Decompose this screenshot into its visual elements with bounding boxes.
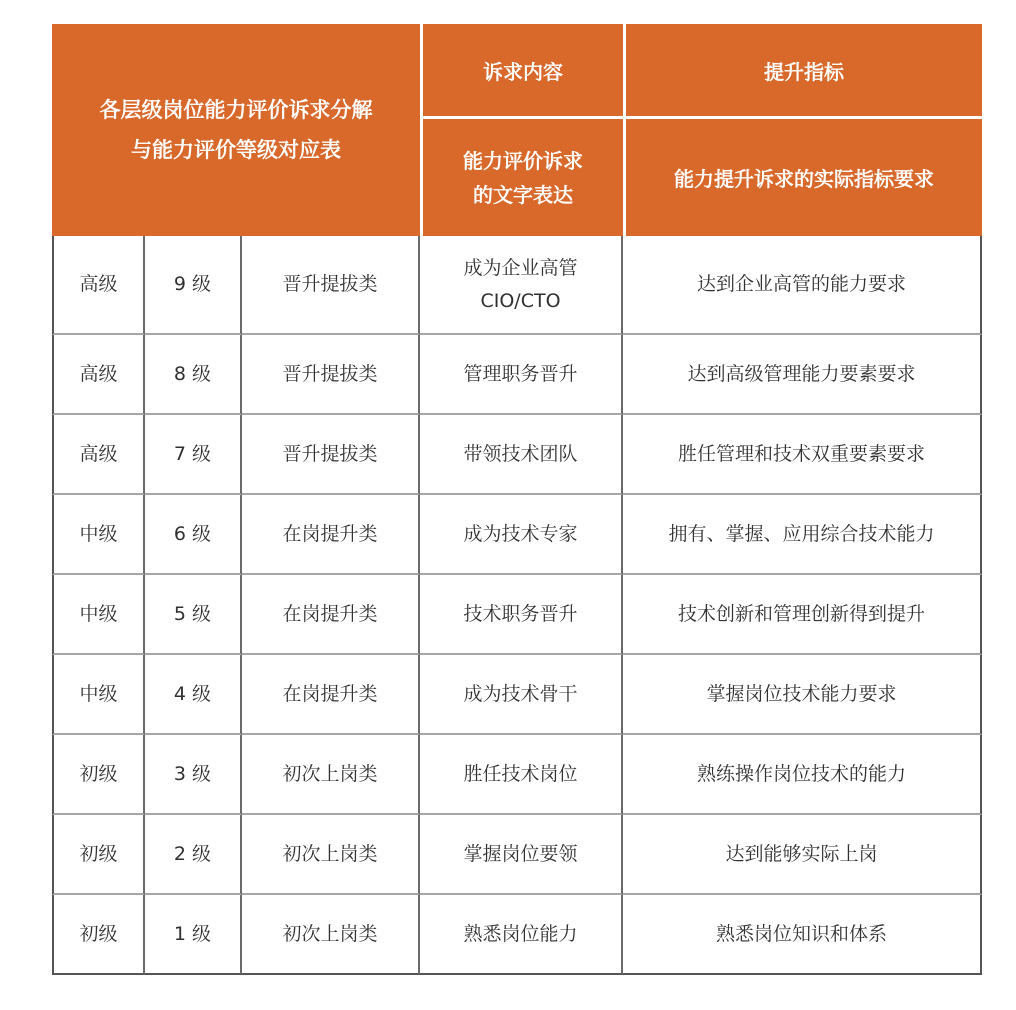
- cell-indicator: 熟悉岗位知识和体系: [623, 895, 982, 975]
- cell-category: 在岗提升类: [242, 575, 420, 655]
- header-demand-sub-line2: 的文字表达: [473, 182, 573, 207]
- cell-level: 高级: [52, 236, 145, 335]
- cell-category: 初次上岗类: [242, 735, 420, 815]
- table-title: [52, 24, 420, 236]
- cell-grade: 5 级: [145, 575, 242, 655]
- cell-category: 在岗提升类: [242, 655, 420, 735]
- cell-demand: 胜任技术岗位: [420, 735, 623, 815]
- header-demand-group: 诉求内容: [420, 24, 623, 116]
- cell-level: 初级: [52, 815, 145, 895]
- cell-grade: 1 级: [145, 895, 242, 975]
- header-indicator-group: 提升指标: [623, 24, 982, 116]
- cell-grade: 3 级: [145, 735, 242, 815]
- cell-grade: 6 级: [145, 495, 242, 575]
- cell-indicator: 拥有、掌握、应用综合技术能力: [623, 495, 982, 575]
- cell-demand: 熟悉岗位能力: [420, 895, 623, 975]
- cell-level: 高级: [52, 415, 145, 495]
- cell-level: 高级: [52, 335, 145, 415]
- cell-category: 初次上岗类: [242, 895, 420, 975]
- cell-category: 晋升提拔类: [242, 415, 420, 495]
- cell-demand-line1: 成为企业高管: [463, 256, 578, 279]
- cell-level: 初级: [52, 895, 145, 975]
- cell-level: 中级: [52, 655, 145, 735]
- cell-demand-line2: CIO/CTO: [480, 289, 561, 312]
- cell-demand: 成为技术骨干: [420, 655, 623, 735]
- cell-grade: 8 级: [145, 335, 242, 415]
- cell-grade: 9 级: [145, 236, 242, 335]
- cell-level: 中级: [52, 575, 145, 655]
- cell-category: 晋升提拔类: [242, 335, 420, 415]
- cell-demand: 带领技术团队: [420, 415, 623, 495]
- header-indicator-sub: 能力提升诉求的实际指标要求: [623, 116, 982, 236]
- cell-indicator: 熟练操作岗位技术的能力: [623, 735, 982, 815]
- cell-demand: 掌握岗位要领: [420, 815, 623, 895]
- cell-category: 晋升提拔类: [242, 236, 420, 335]
- cell-level: 初级: [52, 735, 145, 815]
- cell-demand: 技术职务晋升: [420, 575, 623, 655]
- cell-indicator: 胜任管理和技术双重要素要求: [623, 415, 982, 495]
- cell-category: 在岗提升类: [242, 495, 420, 575]
- cell-demand: 成为技术专家: [420, 495, 623, 575]
- cell-grade: 7 级: [145, 415, 242, 495]
- cell-indicator: 掌握岗位技术能力要求: [623, 655, 982, 735]
- cell-indicator: 达到高级管理能力要素要求: [623, 335, 982, 415]
- cell-category: 初次上岗类: [242, 815, 420, 895]
- cell-grade: 2 级: [145, 815, 242, 895]
- capability-evaluation-table: [52, 24, 982, 975]
- header-demand-sub-line1: 能力评价诉求: [463, 148, 583, 173]
- cell-grade: 4 级: [145, 655, 242, 735]
- table-title-line2: 与能力评价等级对应表: [131, 138, 341, 162]
- cell-level: 中级: [52, 495, 145, 575]
- cell-indicator: 达到能够实际上岗: [623, 815, 982, 895]
- table-title-line1: 各层级岗位能力评价诉求分解: [99, 98, 373, 122]
- cell-demand: 管理职务晋升: [420, 335, 623, 415]
- cell-indicator: 达到企业高管的能力要求: [623, 236, 982, 335]
- cell-indicator: 技术创新和管理创新得到提升: [623, 575, 982, 655]
- cell-demand: [420, 236, 623, 335]
- header-demand-sub: [420, 116, 623, 236]
